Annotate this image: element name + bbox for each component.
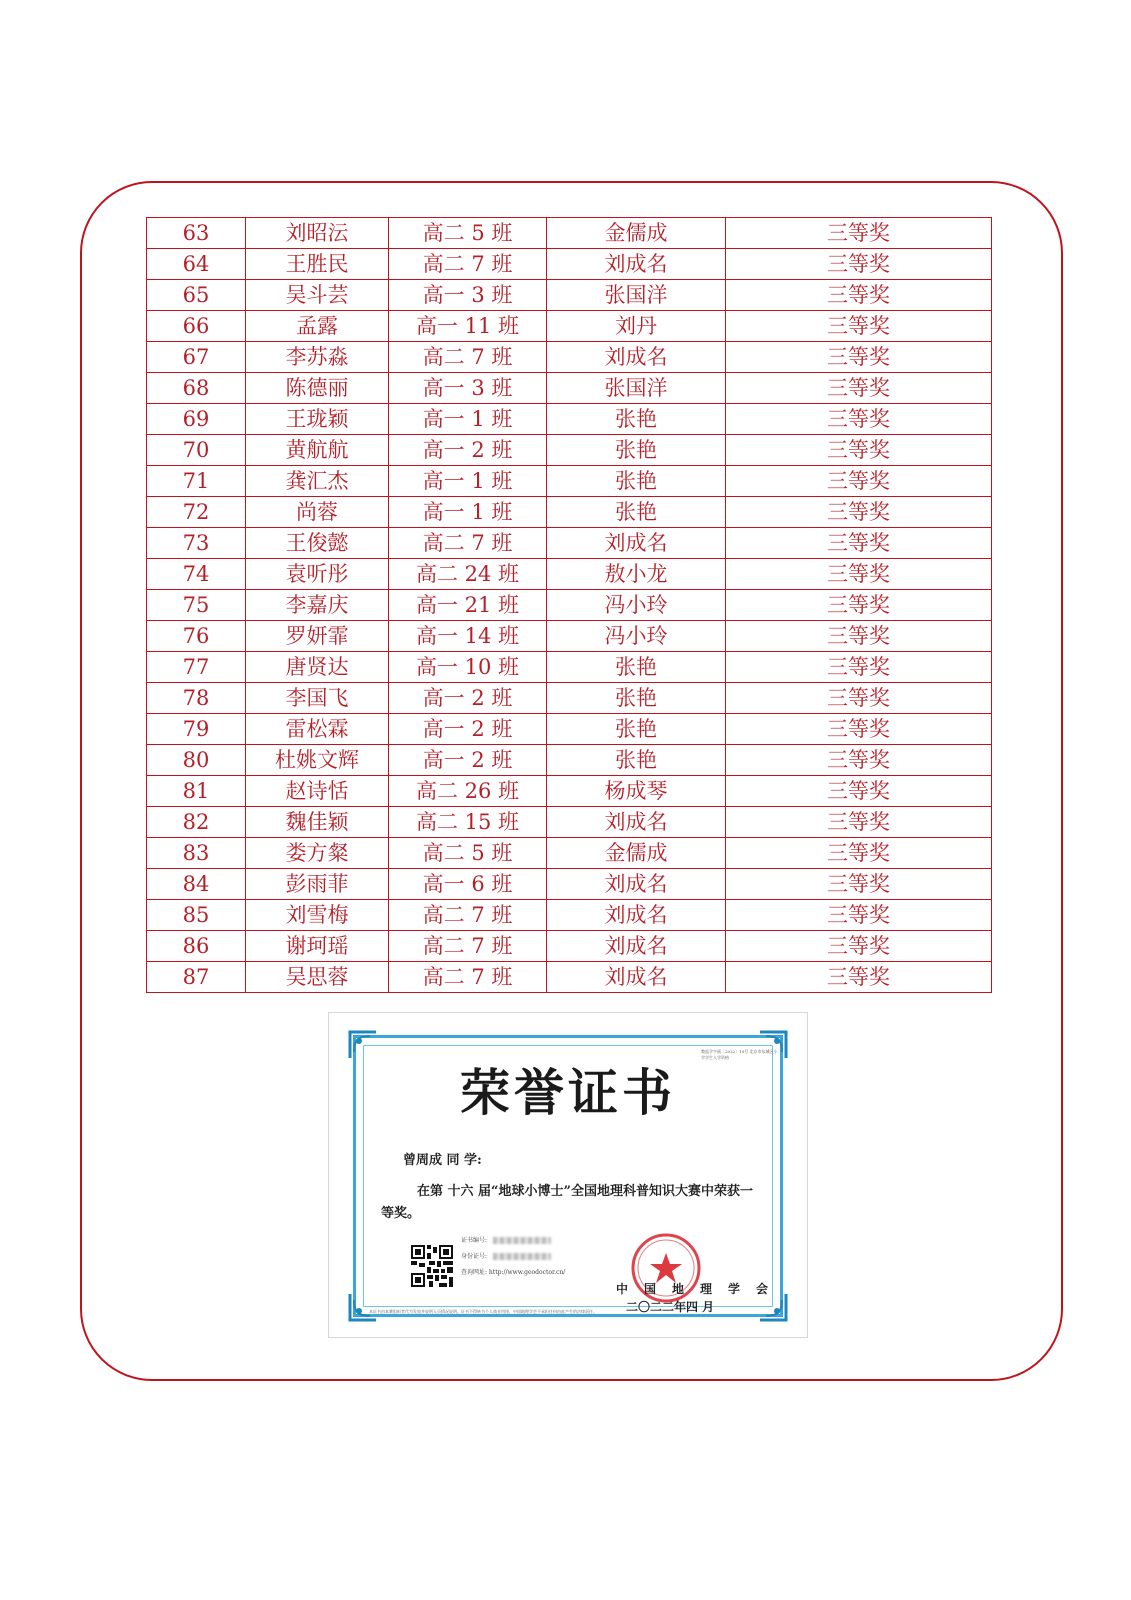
instructor-name-cell: 张艳 (547, 435, 726, 466)
class-name-cell: 高一 10 班 (389, 652, 547, 683)
row-number-cell: 87 (147, 962, 246, 993)
redacted-value (493, 1253, 551, 1260)
award-level-cell: 三等奖 (726, 807, 992, 838)
class-name-cell: 高一 11 班 (389, 311, 547, 342)
instructor-name-cell: 刘成名 (547, 249, 726, 280)
instructor-name-cell: 刘成名 (547, 528, 726, 559)
certificate-title: 荣誉证书 (460, 1063, 676, 1122)
award-level-cell: 三等奖 (726, 528, 992, 559)
class-name-cell: 高二 26 班 (389, 776, 547, 807)
student-name-cell: 娄方粲 (246, 838, 389, 869)
instructor-name-cell: 张艳 (547, 683, 726, 714)
class-name-cell: 高一 1 班 (389, 404, 547, 435)
award-level-cell: 三等奖 (726, 435, 992, 466)
award-level-cell: 三等奖 (726, 683, 992, 714)
row-number-cell: 74 (147, 559, 246, 590)
row-number-cell: 80 (147, 745, 246, 776)
row-number-cell: 81 (147, 776, 246, 807)
instructor-name-cell: 敖小龙 (547, 559, 726, 590)
table-row (147, 621, 992, 652)
instructor-name-cell: 张国洋 (547, 373, 726, 404)
class-name-cell: 高一 14 班 (389, 621, 547, 652)
table-row (147, 590, 992, 621)
class-name-cell: 高二 5 班 (389, 218, 547, 249)
award-level-cell: 三等奖 (726, 652, 992, 683)
student-name-cell: 魏佳颖 (246, 807, 389, 838)
table-row (147, 435, 992, 466)
class-name-cell: 高一 3 班 (389, 373, 547, 404)
table-row (147, 807, 992, 838)
student-name-cell: 罗妍霏 (246, 621, 389, 652)
class-name-cell: 高二 7 班 (389, 962, 547, 993)
student-name-cell: 吴斗芸 (246, 280, 389, 311)
award-level-cell: 三等奖 (726, 621, 992, 652)
id-number-label: 身份证号: (461, 1253, 488, 1260)
table-row (147, 280, 992, 311)
award-level-cell: 三等奖 (726, 745, 992, 776)
certificate-issuer: 中国地理学会 (616, 1282, 785, 1296)
row-number-cell: 72 (147, 497, 246, 528)
student-name-cell: 刘昭沄 (246, 218, 389, 249)
instructor-name-cell: 张艳 (547, 466, 726, 497)
table-row (147, 497, 992, 528)
award-level-cell: 三等奖 (726, 311, 992, 342)
class-name-cell: 高二 15 班 (389, 807, 547, 838)
qr-code-icon (409, 1243, 455, 1289)
table-row (147, 559, 992, 590)
class-name-cell: 高一 2 班 (389, 714, 547, 745)
row-number-cell: 79 (147, 714, 246, 745)
student-name-cell: 王珑颖 (246, 404, 389, 435)
award-level-cell: 三等奖 (726, 249, 992, 280)
row-number-cell: 86 (147, 931, 246, 962)
instructor-name-cell: 刘丹 (547, 311, 726, 342)
student-name-cell: 黄航航 (246, 435, 389, 466)
redacted-value (493, 1237, 551, 1244)
award-level-cell: 三等奖 (726, 962, 992, 993)
certificate-document-number: 教监学字函〔2022〕10号 北京市东城区小学学生入学资格 (701, 1049, 778, 1060)
class-name-cell: 高一 3 班 (389, 280, 547, 311)
student-name-cell: 李苏淼 (246, 342, 389, 373)
award-level-cell: 三等奖 (726, 466, 992, 497)
instructor-name-cell: 冯小玲 (547, 621, 726, 652)
class-name-cell: 高二 7 班 (389, 342, 547, 373)
table-row (147, 652, 992, 683)
student-name-cell: 陈德丽 (246, 373, 389, 404)
student-name-cell: 王俊懿 (246, 528, 389, 559)
award-level-cell: 三等奖 (726, 838, 992, 869)
student-name-cell: 王胜民 (246, 249, 389, 280)
award-level-cell: 三等奖 (726, 559, 992, 590)
row-number-cell: 73 (147, 528, 246, 559)
row-number-cell: 77 (147, 652, 246, 683)
table-row (147, 404, 992, 435)
award-level-cell: 三等奖 (726, 404, 992, 435)
table-row (147, 683, 992, 714)
table-row (147, 869, 992, 900)
class-name-cell: 高二 7 班 (389, 528, 547, 559)
student-name-cell: 杜姚文辉 (246, 745, 389, 776)
row-number-cell: 76 (147, 621, 246, 652)
student-name-cell: 刘雪梅 (246, 900, 389, 931)
table-row (147, 931, 992, 962)
awards-table (146, 217, 992, 993)
award-level-cell: 三等奖 (726, 497, 992, 528)
table-row (147, 311, 992, 342)
student-name-cell: 袁听彤 (246, 559, 389, 590)
student-name-cell: 吴思蓉 (246, 962, 389, 993)
award-level-cell: 三等奖 (726, 776, 992, 807)
table-row (147, 466, 992, 497)
student-name-cell: 尚蓉 (246, 497, 389, 528)
award-level-cell: 三等奖 (726, 869, 992, 900)
class-name-cell: 高一 6 班 (389, 869, 547, 900)
row-number-cell: 83 (147, 838, 246, 869)
certificate-number-label: 证书编号: (461, 1237, 488, 1244)
row-number-cell: 85 (147, 900, 246, 931)
table-row (147, 776, 992, 807)
row-number-cell: 69 (147, 404, 246, 435)
class-name-cell: 高一 1 班 (389, 497, 547, 528)
instructor-name-cell: 张国洋 (547, 280, 726, 311)
class-name-cell: 高二 7 班 (389, 249, 547, 280)
instructor-name-cell: 张艳 (547, 404, 726, 435)
student-name-cell: 龚汇杰 (246, 466, 389, 497)
student-name-cell: 赵诗恬 (246, 776, 389, 807)
award-level-cell: 三等奖 (726, 342, 992, 373)
table-row (147, 342, 992, 373)
instructor-name-cell: 刘成名 (547, 807, 726, 838)
award-level-cell: 三等奖 (726, 931, 992, 962)
certificate-footnote: 本证书由本赛组织者代为发放并说明人员情况说明。证书不得转为个人商业用途，中国地理学会不承担任何由此产生的法律责任。 (369, 1309, 597, 1314)
instructor-name-cell: 张艳 (547, 652, 726, 683)
instructor-name-cell: 冯小玲 (547, 590, 726, 621)
table-row (147, 838, 992, 869)
row-number-cell: 66 (147, 311, 246, 342)
row-number-cell: 75 (147, 590, 246, 621)
instructor-name-cell: 张艳 (547, 497, 726, 528)
instructor-name-cell: 刘成名 (547, 900, 726, 931)
award-level-cell: 三等奖 (726, 218, 992, 249)
awards-table-body (147, 218, 992, 993)
table-row (147, 373, 992, 404)
certificate-body-text: 在第 十六 届“地球小博士”全国地理科普知识大赛中荣获一等奖。 (381, 1184, 754, 1221)
row-number-cell: 82 (147, 807, 246, 838)
table-row (147, 900, 992, 931)
class-name-cell: 高一 2 班 (389, 745, 547, 776)
class-name-cell: 高二 7 班 (389, 931, 547, 962)
student-name-cell: 李国飞 (246, 683, 389, 714)
class-name-cell: 高一 2 班 (389, 435, 547, 466)
certificate-student-name: 曾周成 同 学: (403, 1153, 482, 1168)
honor-certificate-image (328, 1012, 808, 1338)
award-level-cell: 三等奖 (726, 714, 992, 745)
instructor-name-cell: 张艳 (547, 714, 726, 745)
instructor-name-cell: 张艳 (547, 745, 726, 776)
certificate-number-field (461, 1235, 551, 1244)
table-row (147, 962, 992, 993)
table-row (147, 218, 992, 249)
instructor-name-cell: 金儒成 (547, 838, 726, 869)
row-number-cell: 68 (147, 373, 246, 404)
row-number-cell: 70 (147, 435, 246, 466)
class-name-cell: 高二 24 班 (389, 559, 547, 590)
instructor-name-cell: 刘成名 (547, 342, 726, 373)
student-name-cell: 雷松霖 (246, 714, 389, 745)
class-name-cell: 高一 2 班 (389, 683, 547, 714)
id-number-field (461, 1251, 551, 1260)
query-website-field: 查询网址: http://www.geodoctor.cn/ (461, 1269, 566, 1276)
row-number-cell: 84 (147, 869, 246, 900)
class-name-cell: 高一 21 班 (389, 590, 547, 621)
award-level-cell: 三等奖 (726, 900, 992, 931)
award-level-cell: 三等奖 (726, 590, 992, 621)
student-name-cell: 孟露 (246, 311, 389, 342)
student-name-cell: 李嘉庆 (246, 590, 389, 621)
table-row (147, 528, 992, 559)
row-number-cell: 71 (147, 466, 246, 497)
corner-ornament (348, 1292, 378, 1322)
award-level-cell: 三等奖 (726, 373, 992, 404)
class-name-cell: 高二 5 班 (389, 838, 547, 869)
instructor-name-cell: 刘成名 (547, 869, 726, 900)
certificate-date: 二〇二二年四 月 (626, 1300, 715, 1314)
row-number-cell: 65 (147, 280, 246, 311)
row-number-cell: 78 (147, 683, 246, 714)
class-name-cell: 高一 1 班 (389, 466, 547, 497)
award-level-cell: 三等奖 (726, 280, 992, 311)
student-name-cell: 彭雨菲 (246, 869, 389, 900)
table-row (147, 249, 992, 280)
instructor-name-cell: 刘成名 (547, 931, 726, 962)
table-row (147, 745, 992, 776)
student-name-cell: 谢珂瑶 (246, 931, 389, 962)
instructor-name-cell: 金儒成 (547, 218, 726, 249)
row-number-cell: 64 (147, 249, 246, 280)
instructor-name-cell: 杨成琴 (547, 776, 726, 807)
row-number-cell: 63 (147, 218, 246, 249)
row-number-cell: 67 (147, 342, 246, 373)
class-name-cell: 高二 7 班 (389, 900, 547, 931)
instructor-name-cell: 刘成名 (547, 962, 726, 993)
student-name-cell: 唐贤达 (246, 652, 389, 683)
table-row (147, 714, 992, 745)
